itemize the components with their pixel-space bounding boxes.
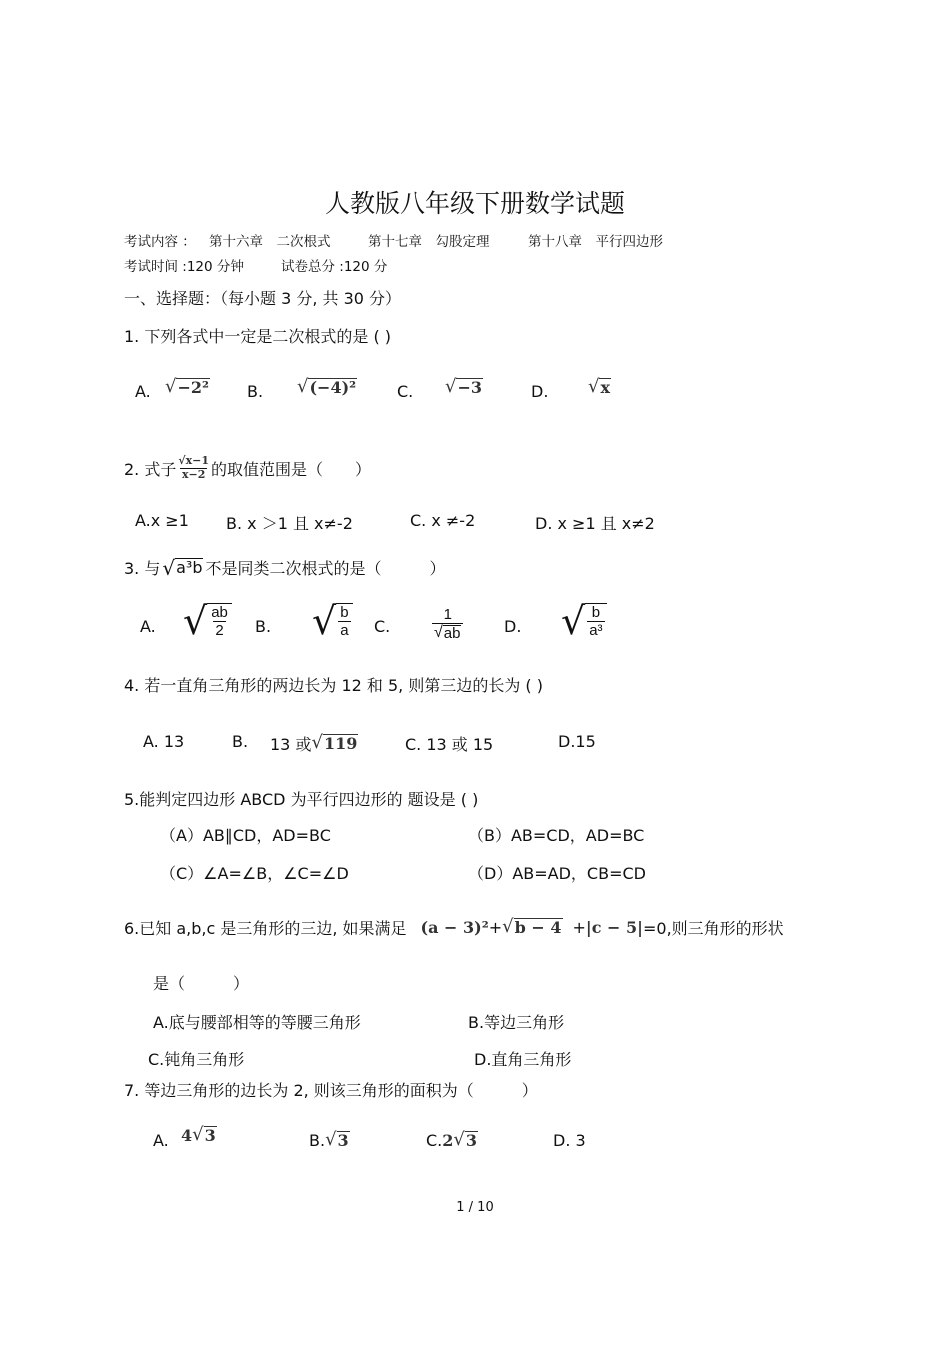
q7-option-a-expr: 4 √ 3 (181, 1124, 216, 1145)
q2-stem-pre: 2. 式子 (124, 459, 177, 479)
q6-plus-1: + (488, 918, 503, 937)
q7-option-a-label: A. (153, 1131, 169, 1150)
q1-option-a-label: A. (135, 382, 151, 401)
question-6-stem: 6.已知 a,b,c 是三角形的三边, 如果满足 (a − 3)² + √ b − 4 + |c − 5| =0,则三角形的形状 (124, 916, 784, 938)
q3-option-d-expr: √ $\frac{b}{\text{a³}}$ (561, 603, 607, 640)
q3-c-num: 1 (443, 606, 452, 623)
q3-option-c-label: C. (374, 617, 391, 636)
q1-b-radicand: (−4)² (309, 378, 357, 397)
q6-plus-2: + (572, 918, 586, 937)
question-6-stem-line2: 是（ ） (153, 974, 250, 993)
q7-option-b: B. √ 3 (309, 1129, 349, 1151)
q6-expr-3: |c − 5| (585, 918, 643, 937)
q3-radicand: a³b (176, 557, 203, 577)
q1-option-c-expr: √ −3 (445, 376, 483, 397)
question-5-stem: 5.能判定四边形 ABCD 为平行四边形的 题设是 ( ) (124, 790, 479, 809)
q7-c-radicand: 3 (465, 1131, 478, 1150)
q1-d-radicand: x (600, 378, 611, 397)
question-4-stem: 4. 若一直角三角形的两边长为 12 和 5, 则第三边的长为 ( ) (124, 676, 543, 695)
q5-option-b: （B）AB=CD，AD=BC (468, 826, 645, 845)
q4-option-d: D.15 (558, 732, 596, 751)
q3-b-den: a (340, 622, 349, 640)
q4-option-a: A. 13 (143, 732, 185, 751)
q3-a-den: 2 (215, 622, 224, 640)
q6-option-d: D.直角三角形 (474, 1050, 572, 1069)
q3-stem-post: 不是同类二次根式的是（ ） (205, 559, 446, 578)
q6-option-c: C.钝角三角形 (148, 1050, 245, 1069)
q1-c-radicand: −3 (457, 378, 483, 397)
exam-chapter-17: 第十七章 勾股定理 (368, 234, 490, 250)
exam-chapter-16: 第十六章 二次根式 (209, 234, 331, 250)
q1-option-b-expr: √ (−4)² (297, 376, 357, 397)
question-7-stem: 7. 等边三角形的边长为 2, 则该三角形的面积为（ ） (124, 1081, 538, 1100)
q7-option-c: C. 2 √ 3 (426, 1129, 478, 1150)
q3-option-c-expr: 1 √ ab (432, 606, 463, 642)
q2-stem-post: 的取值范围是（ ） (211, 459, 372, 479)
q2-fraction (176, 455, 211, 481)
q1-option-b-label: B. (247, 382, 264, 401)
exam-content-label: 考试内容 ： (124, 234, 196, 250)
q7-option-c-label: C. (426, 1131, 443, 1150)
q6-expr-1: (a − 3)² (420, 918, 489, 937)
q3-c-den: ab (443, 624, 461, 642)
q6-stem-post: =0,则三角形的形状 (642, 919, 784, 938)
q2-option-b: B. x ＞1 且 x≠-2 (226, 514, 353, 533)
q7-a-coef: 4 (181, 1126, 193, 1145)
exam-total-score: 试卷总分 :120 分 (281, 259, 388, 275)
q4-option-b-expr: 13 或 √ 119 (270, 732, 358, 754)
q3-option-b-label: B. (255, 617, 272, 636)
q6-expr-2: b − 4 (514, 918, 562, 938)
q2-option-d: D. x ≥1 且 x≠2 (535, 514, 655, 533)
q2-option-a: A.x ≥1 (135, 511, 189, 530)
q3-option-d-label: D. (504, 617, 522, 636)
page-number: 1 / 10 (456, 1200, 494, 1215)
q4-option-c: C. 13 或 15 (405, 735, 494, 754)
q3-a-num: ab (211, 604, 228, 621)
page-title: 人教版八年级下册数学试题 (324, 189, 625, 218)
q7-b-radicand: 3 (337, 1131, 349, 1151)
q3-option-a-label: A. (140, 617, 156, 636)
q5-option-a: （A）AB∥CD，AD=BC (160, 826, 331, 845)
exam-time: 考试时间 :120 分钟 (124, 259, 244, 275)
q1-option-d-expr: √ x (588, 376, 611, 397)
q7-option-d: D. 3 (553, 1131, 586, 1150)
q3-option-a-expr: √ $\frac{ab}{2}$ (183, 603, 232, 640)
q6-stem-pre: 6.已知 a,b,c 是三角形的三边, 如果满足 (124, 919, 407, 938)
section-heading-choice: 一、选择题：（每小题 3 分, 共 30 分） (124, 289, 402, 308)
q2-denominator: x−2 (181, 467, 206, 481)
q6-option-a: A.底与腰部相等的等腰三角形 (153, 1013, 361, 1032)
q5-option-c: （C）∠A=∠B，∠C=∠D (160, 864, 349, 883)
q7-c-coef: 2 (442, 1131, 454, 1150)
q3-b-num: b (340, 604, 349, 621)
q1-option-a-expr: √ −2² (165, 376, 210, 397)
q7-option-b-label: B. (309, 1131, 326, 1150)
q6-option-b: B.等边三角形 (468, 1013, 565, 1032)
q5-option-d: （D）AB=AD，CB=CD (468, 864, 646, 883)
q3-stem-pre: 3. 与 (124, 559, 161, 578)
q3-d-num: b (591, 604, 601, 621)
question-3-stem: 3. 与 √ a³b 不是同类二次根式的是（ ） (124, 555, 446, 580)
q4-b-radicand: 119 (323, 734, 358, 754)
q4-b-text: 13 或 (270, 735, 312, 754)
q3-option-b-expr: √ $\frac{b}{a}$ (312, 603, 353, 640)
q3-d-den: a³ (589, 622, 603, 640)
q2-option-c: C. x ≠-2 (410, 511, 476, 530)
q4-option-b-label: B. (232, 732, 249, 751)
exam-chapter-18: 第十八章 平行四边形 (528, 234, 663, 250)
question-2-stem (124, 455, 371, 481)
q1-option-d-label: D. (531, 382, 549, 401)
q7-a-radicand: 3 (204, 1126, 216, 1145)
q2-numerator: √x−1 (178, 454, 210, 467)
q1-option-c-label: C. (397, 382, 414, 401)
question-1-stem: 1. 下列各式中一定是二次根式的是 ( ) (124, 327, 392, 346)
q1-a-radicand: −2² (177, 378, 210, 397)
